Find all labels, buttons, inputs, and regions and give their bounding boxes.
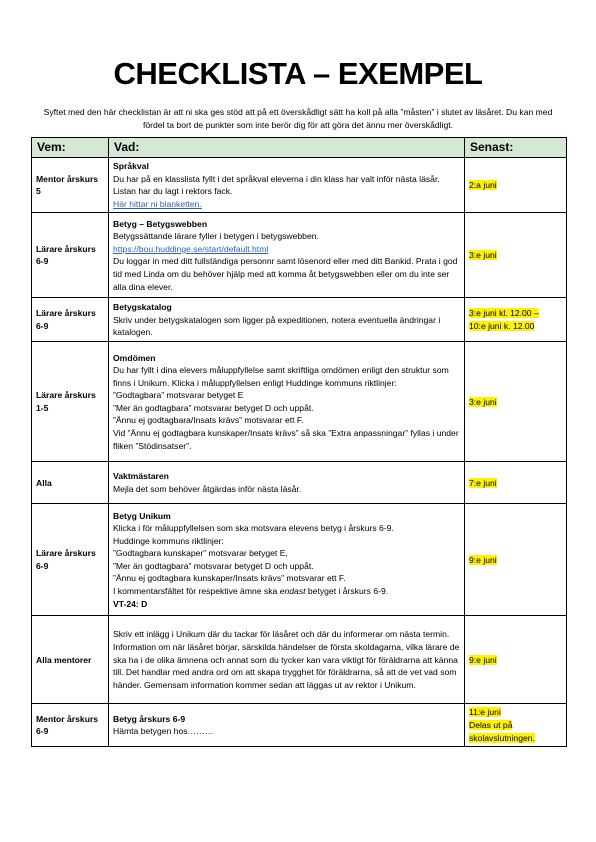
row-when [465, 158, 567, 213]
item-body: Du har fyllt i dina elevers måluppfyllelse samt skriftliga omdömen enligt den struktur som finns i Unikum. Klicka i måluppfyllelsen enligt Huddinge kommuns riktlinjer: [113, 365, 449, 388]
deadline-highlight: 7:e juni [469, 477, 497, 488]
item-body: Du har på en klasslista fyllt i det språkval eleverna i din klass har valt inför nästa läsår. Listan har du lagt i rektors fack. [113, 173, 440, 197]
checklist-table [31, 137, 567, 747]
item-title: Omdömen [113, 352, 156, 363]
item-title: Språkval [113, 161, 149, 171]
comment-emphasis: endast [279, 586, 306, 597]
row-who: Lärare årskurs 6-9 [32, 213, 109, 298]
item-body: ”Mer än godtagbara” motsvarar betyget D och uppåt. [113, 560, 314, 571]
betygswebben-link[interactable]: https://bou.huddinge.se/start/default.html [113, 243, 269, 254]
item-body: Skriv under betygskatalogen som ligger på expeditionen, notera eventuella ändringar i katalogen. [113, 314, 441, 338]
row-what [109, 504, 465, 616]
deadline-highlight: 10:e juni k. 12.00 [469, 320, 535, 331]
row-what [109, 158, 465, 213]
row-when [465, 213, 567, 298]
header-who: Vem: [32, 138, 109, 158]
table-row [32, 504, 567, 616]
row-who: Alla [32, 462, 109, 504]
deadline-highlight: 9:e juni [469, 554, 497, 565]
item-body: Huddinge kommuns riktlinjer: [113, 535, 224, 546]
form-link[interactable]: Här hittar ni blanketten. [113, 198, 202, 209]
item-body: ”Mer än godtagbara” motsvarar betyget D och uppåt. [113, 402, 314, 413]
deadline-highlight: skolavslutningen. [469, 732, 535, 743]
row-what [109, 213, 465, 298]
row-what [109, 342, 465, 462]
header-when: Senast: [465, 138, 567, 158]
item-body: Klicka i för måluppfyllelsen som ska motsvara elevens betyg i årskurs 6-9. [113, 523, 394, 534]
table-row [32, 158, 567, 213]
comment-pre: I kommentarsfältet för respektive ämne ska [113, 586, 280, 597]
row-who: Lärare årskurs 6-9 [32, 504, 109, 616]
item-title: Vaktmästaren [113, 471, 169, 482]
table-row [32, 213, 567, 298]
item-body: ”Godtagbara kunskaper” motsvarar betyget E, [113, 548, 288, 559]
item-body: Mejla det som behöver åtgärdas inför nästa läsår. [113, 483, 302, 494]
row-who: Alla mentorer [32, 616, 109, 704]
item-body: Vid ”Ännu ej godtagbara kunskaper/Insats krävs” så ska ”Extra anpassningar” fyllas i under fliken ”Stödinsatser”. [113, 428, 459, 451]
row-when [465, 504, 567, 616]
deadline-highlight: Delas ut på [469, 719, 513, 730]
row-when [465, 462, 567, 504]
item-body: ”Ännu ej godtagbara kunskaper/Insats krävs” motsvarar ett F. [113, 573, 346, 584]
page-title: CHECKLISTA – EXEMPEL [113, 56, 483, 91]
row-what [109, 704, 465, 747]
item-body: Betygssättande lärare fyller i betygen i betygswebben. [113, 231, 319, 242]
item-title: Betyg Unikum [113, 510, 171, 521]
item-body: Du loggar in med ditt fullständiga personnr samt lösenord eller med ditt Bankid. Prata i god tid med Linda om du behöver hjälp med att komma åt betygswebben eller om du inte ser alla dina elever. [113, 256, 458, 292]
item-body: ”Godtagbara” motsvarar betyget E [113, 390, 244, 401]
deadline-highlight: 3:e juni kl. 12.00 – [469, 308, 539, 319]
deadline-highlight: 9:e juni [469, 654, 497, 665]
comment-post: betyget i årskurs 6-9. [305, 586, 389, 597]
deadline-highlight: 3:e juni [469, 396, 497, 407]
table-row [32, 342, 567, 462]
deadline-highlight: 11:e juni [469, 707, 501, 718]
intro-text: Syftet med den här checklistan är att ni ska ges stöd att på ett överskådligt sätt ha koll på alla ”måsten” i slutet av läsåret. Du kan med fördel ta bort de punkter som inte berör dig för att göra det ännu mer överskådligt. [43, 107, 553, 130]
deadline-highlight: 2:a juni [469, 179, 497, 190]
row-when [465, 616, 567, 704]
item-title: Betygskatalog [113, 301, 172, 312]
item-body: Skriv ett inlägg i Unikum där du tackar för läsåret och där du informerar om nästa termin. Information om när läsåret börjar, särskilda händelser de första skoldagarna, vilka lärare de ska ha i de olika ämnena och annat som du tycker kan vara viktigt för föräldrarna att känna till. Det handlar med andra ord om att skapa trygghet för föräldrarna, så att de vet vad som händer. Gemensam information kommer sedan att läggas ut av rektor i Unikum. [113, 629, 460, 690]
table-row [32, 298, 567, 342]
item-body: Hämta betygen hos……… [113, 726, 214, 737]
table-header-row [32, 138, 567, 158]
deadline-highlight: 3:e juni [469, 250, 497, 261]
item-title: Betyg årskurs 6-9 [113, 713, 186, 724]
item-title: Betyg – Betygswebben [113, 218, 208, 229]
comment-instruction [113, 585, 460, 598]
row-who: Mentor årskurs 6-9 [32, 704, 109, 747]
table-row [32, 462, 567, 504]
row-what [109, 616, 465, 704]
row-who: Lärare årskurs 1-5 [32, 342, 109, 462]
table-row [32, 616, 567, 704]
row-what [109, 298, 465, 342]
row-what [109, 462, 465, 504]
header-what: Vad: [109, 138, 465, 158]
item-body: ”Ännu ej godtagbara/Insats krävs” motsvarar ett F. [113, 415, 304, 426]
row-when [465, 298, 567, 342]
item-footer: VT-24: D [113, 598, 148, 609]
row-who: Mentor årskurs 5 [32, 158, 109, 213]
row-who: Lärare årskurs 6-9 [32, 298, 109, 342]
row-when [465, 342, 567, 462]
row-when [465, 704, 567, 747]
table-row [32, 704, 567, 747]
